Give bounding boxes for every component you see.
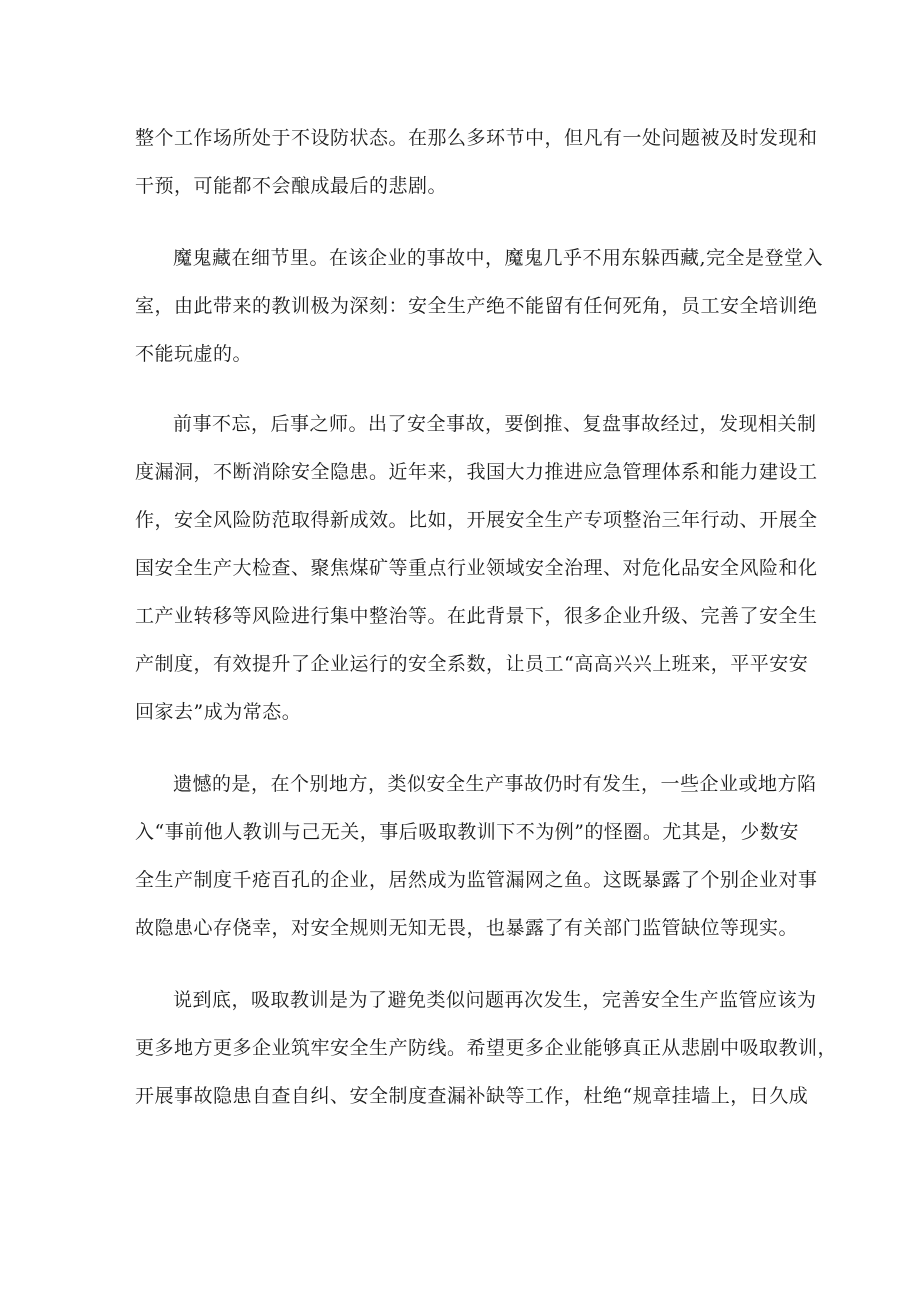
text-line: 回家去”成为常态。 xyxy=(135,701,302,723)
text-line: 故隐患心存侥幸，对安全规则无知无畏，也暴露了有关部门监管缺位等现实。 xyxy=(135,917,799,939)
text-line: 国安全生产大检查、聚焦煤矿等重点行业领域安全治理、对危化品安全风险和化 xyxy=(135,557,818,579)
text-line: 开展事故隐患自查自纠、安全制度查漏补缺等工作，杜绝“规章挂墙上，日久成 xyxy=(135,1085,809,1107)
text-line: 整个工作场所处于不设防状态。在那么多环节中，但凡有一处问题被及时发现和 xyxy=(135,127,818,149)
text-line: 不能玩虚的。 xyxy=(135,343,253,365)
text-line: 干预，可能都不会酿成最后的悲剧。 xyxy=(135,175,448,197)
text-line: 全生产制度千疮百孔的企业，居然成为监管漏网之鱼。这既暴露了个别企业对事 xyxy=(135,869,818,891)
text-line: 入“事前他人教训与己无关，事后吸取教训下不为例”的怪圈。尤其是，少数安 xyxy=(135,821,799,843)
text-line: 说到底，吸取教训是为了避免类似问题再次发生，完善安全生产监管应该为 xyxy=(173,989,817,1011)
text-line: 度漏洞，不断消除安全隐患。近年来，我国大力推进应急管理体系和能力建设工 xyxy=(135,461,818,483)
text-line: 室，由此带来的教训极为深刻：安全生产绝不能留有任何死角，员工安全培训绝 xyxy=(135,295,818,317)
text-line: 遗憾的是，在个别地方，类似安全生产事故仍时有发生，一些企业或地方陷 xyxy=(173,773,817,795)
text-line: 更多地方更多企业筑牢安全生产防线。希望更多企业能够真正从悲剧中吸取教训， xyxy=(135,1037,838,1059)
text-line: 产制度，有效提升了企业运行的安全系数，让员工“高高兴兴上班来，平平安安 xyxy=(135,653,809,675)
text-line: 前事不忘，后事之师。出了安全事故，要倒推、复盘事故经过，发现相关制 xyxy=(173,413,817,435)
text-line: 工产业转移等风险进行集中整治等。在此背景下，很多企业升级、完善了安全生 xyxy=(135,605,818,627)
text-line: 魔鬼藏在细节里。在该企业的事故中，魔鬼几乎不用东躲西藏,完全是登堂入 xyxy=(173,247,824,269)
text-line: 作，安全风险防范取得新成效。比如，开展安全生产专项整治三年行动、开展全 xyxy=(135,509,818,531)
